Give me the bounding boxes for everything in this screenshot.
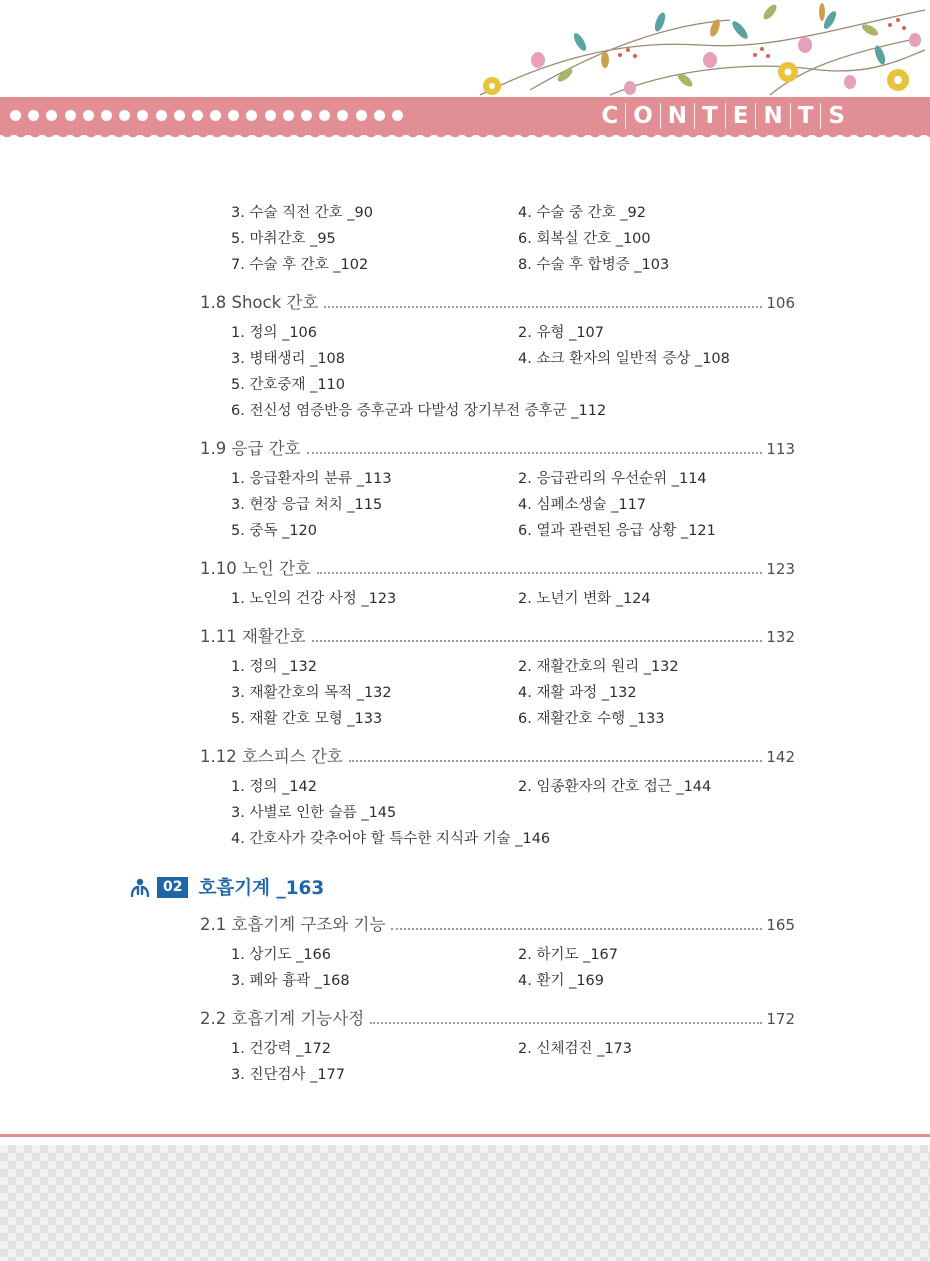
contents-letter: S <box>820 103 852 129</box>
section-page: 132 <box>766 628 795 646</box>
dot-leader <box>391 928 762 930</box>
toc-item[interactable]: 3. 현장 응급 처치 _115 <box>231 497 383 513</box>
contents-letter: T <box>790 103 821 129</box>
contents-letter: N <box>755 103 789 129</box>
banner-dot <box>156 110 167 121</box>
section-heading[interactable] <box>200 558 795 580</box>
toc-item[interactable]: 3. 폐와 흉곽 _168 <box>231 973 350 989</box>
section-title: 1.9 응급 간호 <box>200 439 301 458</box>
dot-leader <box>312 640 763 642</box>
contents-letter: C <box>601 103 619 129</box>
respiratory-icon <box>129 876 151 898</box>
toc-item[interactable]: 2. 노년기 변화 _124 <box>518 591 651 607</box>
toc-item[interactable]: 2. 하기도 _167 <box>518 947 618 963</box>
section-title: 1.10 노인 간호 <box>200 559 311 578</box>
banner-dot <box>65 110 76 121</box>
contents-title <box>594 101 852 131</box>
section-title: 2.1 호흡기계 구조와 기능 <box>200 915 386 934</box>
toc-item[interactable]: 1. 응급환자의 분류 _113 <box>231 471 392 487</box>
banner-dot <box>174 110 185 121</box>
contents-letter: N <box>660 103 694 129</box>
toc-item[interactable]: 2. 유형 _107 <box>518 325 604 341</box>
section-title: 1.12 호스피스 간호 <box>200 747 343 766</box>
section-title: 2.2 호흡기계 기능사정 <box>200 1009 365 1028</box>
section-heading[interactable] <box>200 914 795 936</box>
toc-item[interactable]: 4. 쇼크 환자의 일반적 증상 _108 <box>518 351 730 367</box>
banner-dot <box>210 110 221 121</box>
toc-item[interactable]: 6. 열과 관련된 응급 상황 _121 <box>518 523 716 539</box>
banner-dot <box>246 110 257 121</box>
toc-item[interactable]: 6. 회복실 간호 _100 <box>518 231 651 247</box>
toc-item[interactable]: 4. 심폐소생술 _117 <box>518 497 647 513</box>
toc-item[interactable]: 6. 전신성 염증반응 증후군과 다발성 장기부전 증후군 _112 <box>231 403 607 419</box>
banner-dot <box>356 110 367 121</box>
banner-dot <box>10 110 21 121</box>
toc-item[interactable]: 7. 수술 후 간호 _102 <box>231 257 369 273</box>
banner-dot <box>228 110 239 121</box>
section-heading[interactable] <box>200 626 795 648</box>
toc-item[interactable]: 3. 진단검사 _177 <box>231 1067 346 1083</box>
toc-item[interactable]: 1. 노인의 건강 사정 _123 <box>231 591 397 607</box>
toc-item[interactable]: 3. 재활간호의 목적 _132 <box>231 685 392 701</box>
section-heading[interactable] <box>200 292 795 314</box>
toc-item[interactable]: 2. 재활간호의 원리 _132 <box>518 659 679 675</box>
contents-letter: E <box>725 103 756 129</box>
toc-item[interactable]: 2. 응급관리의 우선순위 _114 <box>518 471 707 487</box>
banner-dot <box>137 110 148 121</box>
dot-leader <box>324 306 762 308</box>
contents-letter: T <box>694 103 725 129</box>
toc-item[interactable]: 4. 수술 중 간호 _92 <box>518 205 647 221</box>
section-page: 142 <box>766 748 795 766</box>
banner-dot <box>319 110 330 121</box>
banner-dot <box>374 110 385 121</box>
dot-leader <box>307 452 763 454</box>
section-heading[interactable] <box>200 1008 795 1030</box>
section-title: 1.8 Shock 간호 <box>200 293 319 312</box>
section-page: 172 <box>766 1010 795 1028</box>
banner-dot <box>392 110 403 121</box>
toc-item[interactable]: 5. 중독 _120 <box>231 523 317 539</box>
contents-letter: O <box>625 103 660 129</box>
banner-dot <box>46 110 57 121</box>
toc-item[interactable]: 3. 수술 직전 간호 _90 <box>231 205 374 221</box>
banner-dot <box>83 110 94 121</box>
toc-item[interactable]: 5. 재활 간호 모형 _133 <box>231 711 383 727</box>
banner-dot <box>283 110 294 121</box>
toc-item[interactable]: 2. 임종환자의 간호 접근 _144 <box>518 779 712 795</box>
toc-item[interactable]: 4. 환기 _169 <box>518 973 604 989</box>
toc-item[interactable]: 1. 상기도 _166 <box>231 947 331 963</box>
banner-dot <box>101 110 112 121</box>
banner-dot <box>28 110 39 121</box>
section-page: 113 <box>766 440 795 458</box>
floral-decoration <box>470 0 930 100</box>
toc-item[interactable]: 1. 정의 _132 <box>231 659 317 675</box>
footer-rule <box>0 1134 930 1137</box>
toc-item[interactable]: 2. 신체검진 _173 <box>518 1041 633 1057</box>
toc-item[interactable]: 1. 정의 _142 <box>231 779 317 795</box>
toc-item[interactable]: 1. 건강력 _172 <box>231 1041 331 1057</box>
toc-item[interactable]: 3. 사별로 인한 슬픔 _145 <box>231 805 397 821</box>
banner-dot <box>265 110 276 121</box>
banner-dot <box>192 110 203 121</box>
section-page: 106 <box>766 294 795 312</box>
banner-dot <box>301 110 312 121</box>
toc-item[interactable]: 4. 간호사가 갖추어야 할 특수한 지식과 기술 _146 <box>231 831 551 847</box>
section-page: 123 <box>766 560 795 578</box>
toc-item[interactable]: 3. 병태생리 _108 <box>231 351 346 367</box>
toc-item[interactable]: 6. 재활간호 수행 _133 <box>518 711 665 727</box>
chapter-title: 호흡기계 _163 <box>198 878 325 899</box>
section-title: 1.11 재활간호 <box>200 627 306 646</box>
dot-leader <box>370 1022 762 1024</box>
section-page: 165 <box>766 916 795 934</box>
chapter-heading[interactable] <box>129 874 324 900</box>
toc-item[interactable]: 4. 재활 과정 _132 <box>518 685 637 701</box>
footer-pattern <box>0 1145 930 1261</box>
banner-scallop-edge <box>0 131 930 141</box>
dot-leader <box>349 760 762 762</box>
banner-dots <box>10 110 403 121</box>
toc-item[interactable]: 1. 정의 _106 <box>231 325 317 341</box>
banner-dot <box>119 110 130 121</box>
toc-item[interactable]: 5. 간호중재 _110 <box>231 377 346 393</box>
toc-item[interactable]: 8. 수술 후 합병증 _103 <box>518 257 670 273</box>
section-heading[interactable] <box>200 438 795 460</box>
dot-leader <box>317 572 762 574</box>
toc-item[interactable]: 5. 마취간호 _95 <box>231 231 336 247</box>
chapter-number: 02 <box>157 877 188 898</box>
section-heading[interactable] <box>200 746 795 768</box>
banner-dot <box>337 110 348 121</box>
